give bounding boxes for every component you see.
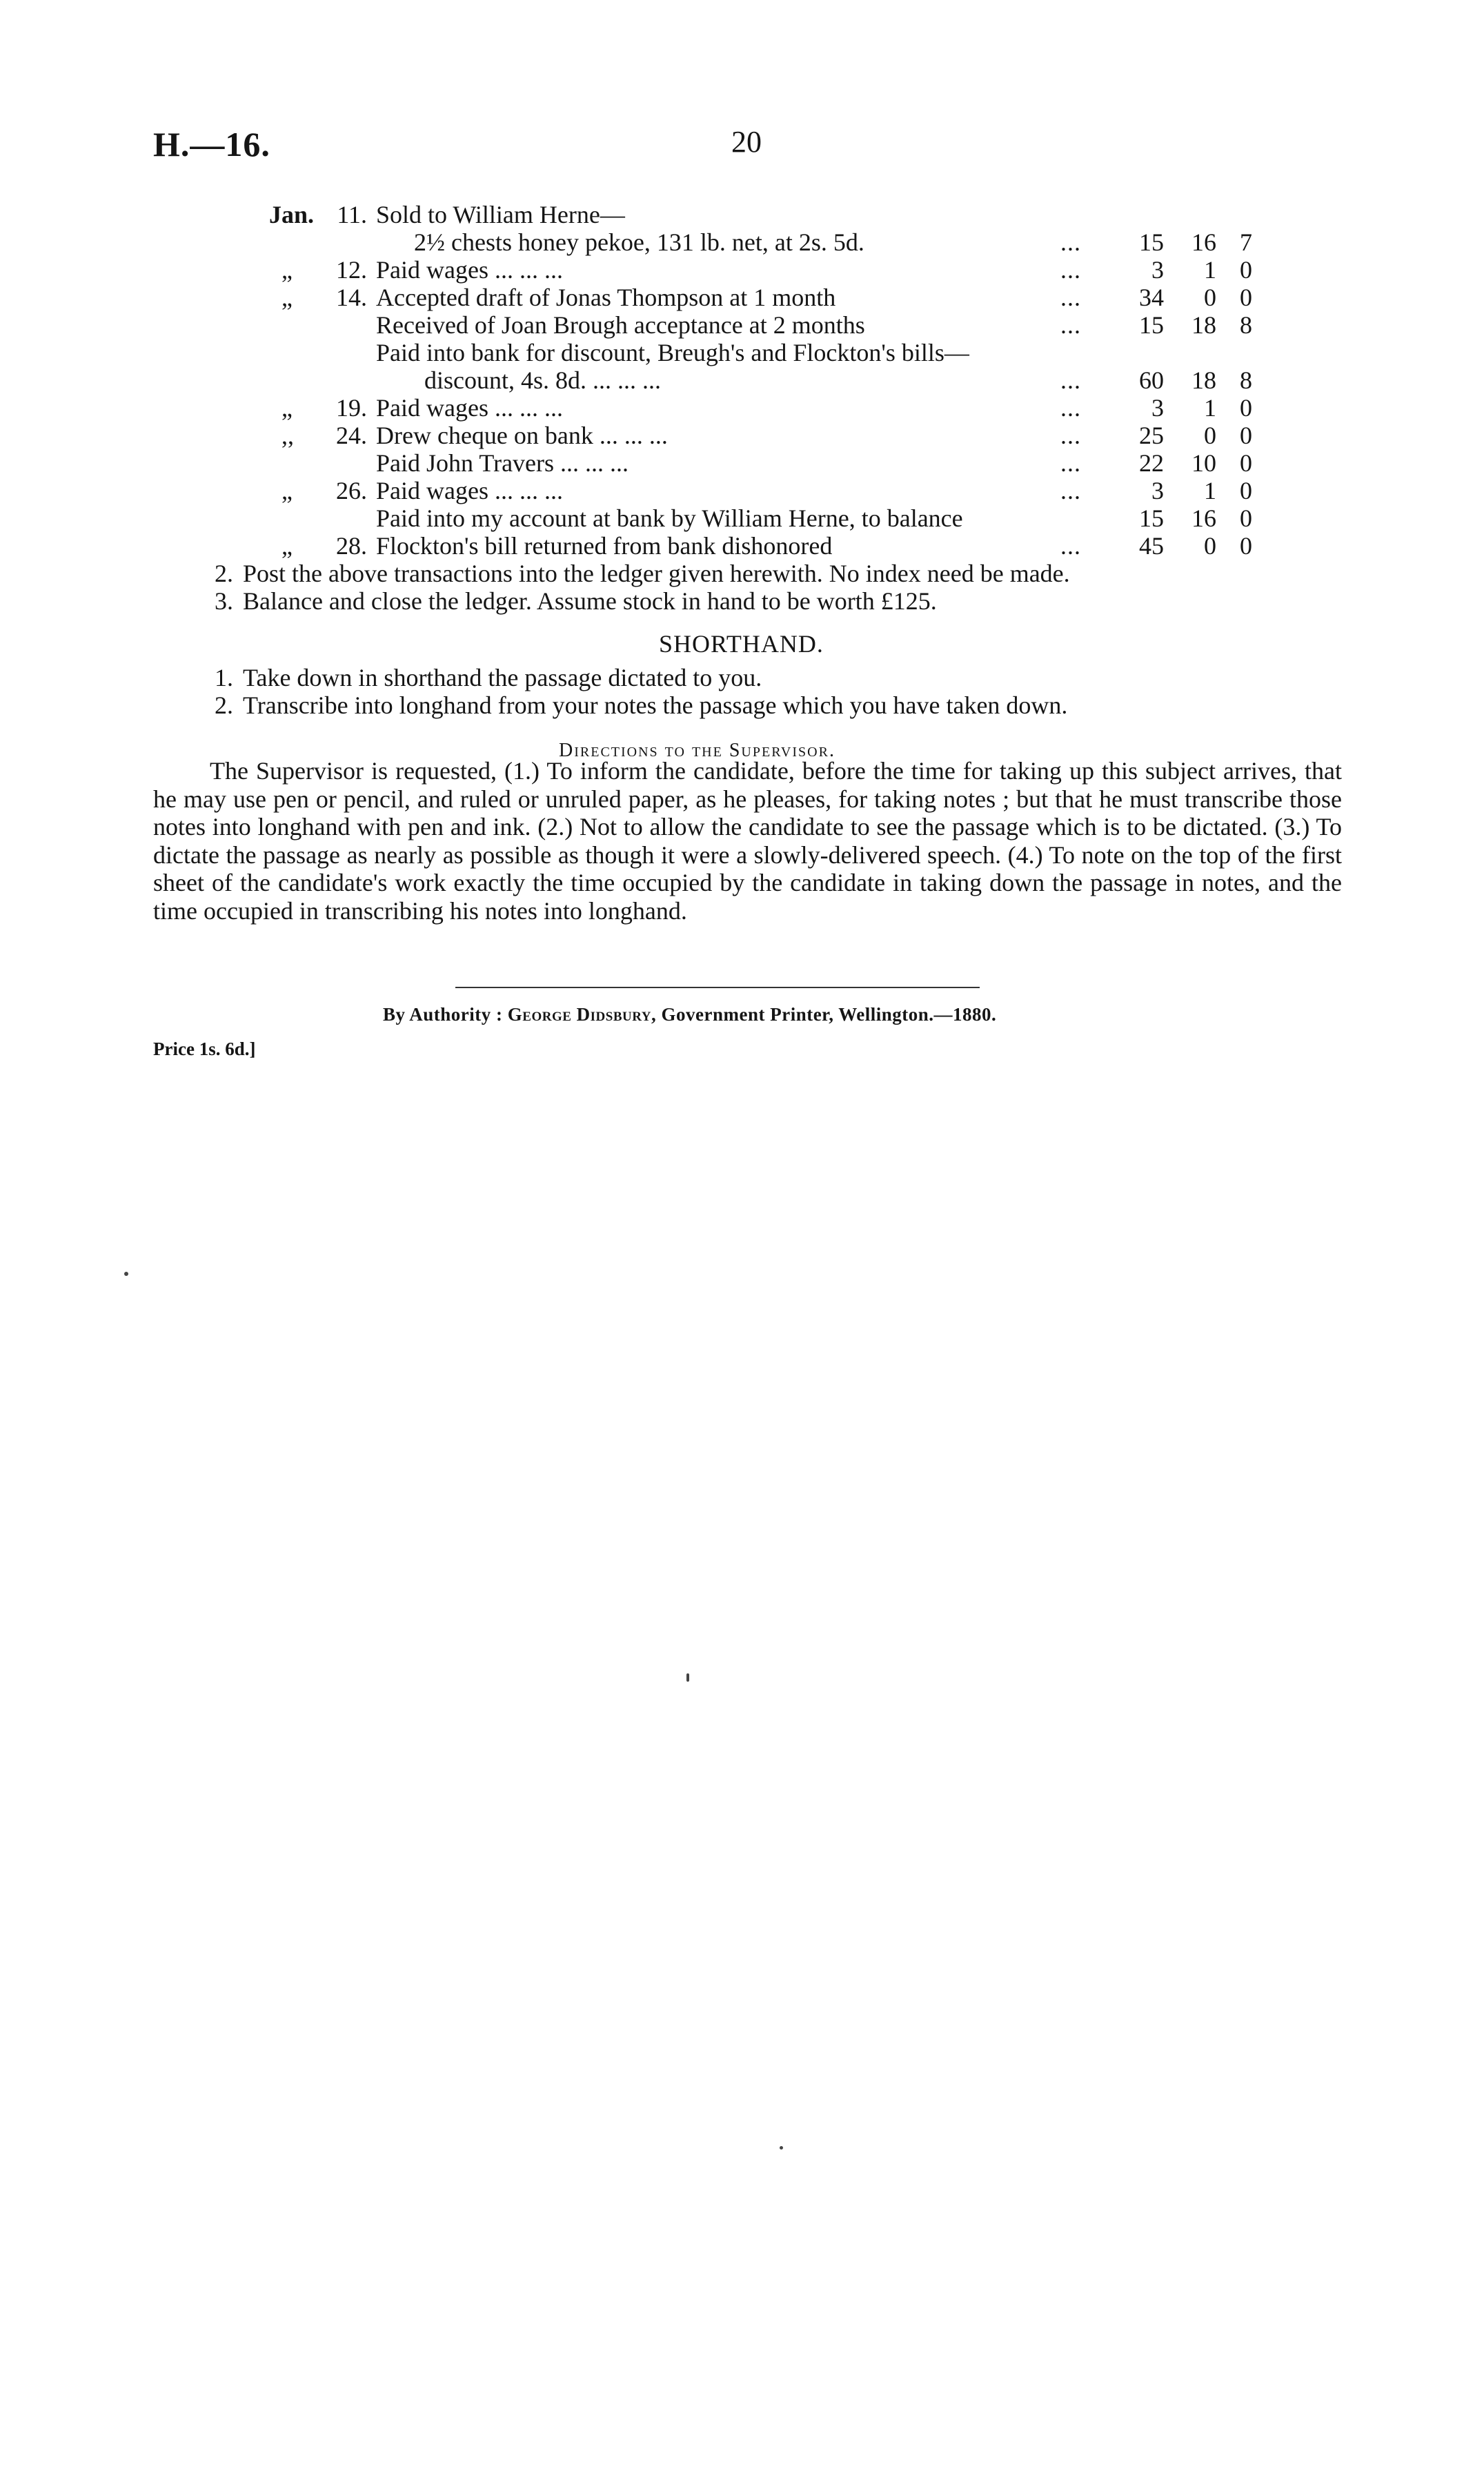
day-number: 26. <box>336 477 367 504</box>
day-number: 28. <box>336 532 367 560</box>
transaction-description: Paid wages ... ... ... <box>376 256 563 284</box>
ditto-mark: ,, <box>281 422 294 449</box>
ditto-mark: „ <box>281 256 293 284</box>
scan-speck <box>124 1272 128 1276</box>
leader-dots: ... <box>1060 532 1081 560</box>
directions-paragraph: The Supervisor is requested, (1.) To inform the candidate, before the time for taking up this subject arrives, that he may use pen or pencil, and ruled or unruled paper, as he pleases, for taking notes ; but that he must transcribe those notes into longhand with pen and ink. (2.) Not to allow the candidate to see the passage which is to be dictated. (3.) To dictate the passage as nearly as possible as though it were a slowly-delivered speech. (4.) To note on the top of the first sheet of the candidate's work exactly the time occupied by the candidate in taking down the passage in notes, and the time occupied in transcribing his notes into longhand. <box>153 757 1342 925</box>
amount-pence: 0 <box>1240 532 1252 560</box>
amount-shillings: 1 <box>1204 256 1216 284</box>
amount-shillings: 1 <box>1204 394 1216 422</box>
amount-pounds: 25 <box>1139 422 1164 449</box>
shorthand-heading: SHORTHAND. <box>659 630 824 658</box>
amount-pounds: 22 <box>1139 449 1164 477</box>
amount-pounds: 15 <box>1139 311 1164 339</box>
amount-pence: 0 <box>1240 422 1252 449</box>
price-note: Price 1s. 6d.] <box>153 1039 256 1059</box>
day-number: 19. <box>336 394 367 422</box>
amount-pence: 0 <box>1240 449 1252 477</box>
amount-pounds: 45 <box>1139 532 1164 560</box>
amount-shillings: 0 <box>1204 284 1216 311</box>
transaction-description: 2½ chests honey pekoe, 131 lb. net, at 2s. 5d. <box>414 228 864 256</box>
transaction-description: Paid into bank for discount, Breugh's and Flockton's bills— <box>376 339 969 366</box>
transaction-description: Accepted draft of Jonas Thompson at 1 month <box>376 284 836 311</box>
leader-dots: ... <box>1060 477 1081 504</box>
amount-shillings: 18 <box>1191 311 1216 339</box>
scan-mark <box>686 1673 689 1682</box>
imprint-suffix: , Government Printer, Wellington.—1880. <box>651 1004 997 1025</box>
amount-pence: 0 <box>1240 477 1252 504</box>
transaction-description: Paid wages ... ... ... <box>376 394 563 422</box>
amount-shillings: 16 <box>1191 228 1216 256</box>
leader-dots: ... <box>1060 256 1081 284</box>
transaction-description: Drew cheque on bank ... ... ... <box>376 422 668 449</box>
amount-pence: 0 <box>1240 284 1252 311</box>
imprint-line <box>383 1004 996 1025</box>
item-number: 1. <box>215 664 233 691</box>
item-text: Balance and close the ledger. Assume stock in hand to be worth £125. <box>243 587 937 615</box>
item-text: Post the above transactions into the ledger given herewith. No index need be made. <box>243 560 1070 587</box>
transaction-description: discount, 4s. 8d. ... ... ... <box>424 366 662 394</box>
printer-name: George Didsbury <box>507 1004 651 1025</box>
item-text: Transcribe into longhand from your notes the passage which you have taken down. <box>243 691 1068 719</box>
transaction-description: Flockton's bill returned from bank dishonored <box>376 532 833 560</box>
amount-pounds: 60 <box>1139 366 1164 394</box>
amount-pounds: 15 <box>1139 228 1164 256</box>
ditto-mark: „ <box>281 394 293 422</box>
amount-shillings: 18 <box>1191 366 1216 394</box>
transaction-description: Received of Joan Brough acceptance at 2 months <box>376 311 865 339</box>
amount-pence: 8 <box>1240 366 1252 394</box>
scan-speck <box>780 2146 783 2150</box>
leader-dots: ... <box>1060 311 1081 339</box>
leader-dots: ... <box>1060 394 1081 422</box>
amount-pounds: 15 <box>1139 504 1164 532</box>
amount-pounds: 3 <box>1151 394 1164 422</box>
ditto-mark: „ <box>281 284 293 311</box>
divider-rule <box>455 987 980 988</box>
leader-dots: ... <box>1060 422 1081 449</box>
item-number: 2. <box>215 691 233 719</box>
day-number: 14. <box>336 284 367 311</box>
amount-pounds: 34 <box>1139 284 1164 311</box>
transaction-description: Paid wages ... ... ... <box>376 477 563 504</box>
transaction-description: Paid into my account at bank by William Herne, to balance <box>376 504 963 532</box>
amount-shillings: 10 <box>1191 449 1216 477</box>
transaction-description: Sold to William Herne— <box>376 201 625 228</box>
imprint-prefix: By Authority : <box>383 1004 508 1025</box>
item-number: 3. <box>215 587 233 615</box>
day-number: 24. <box>336 422 367 449</box>
transaction-description: Paid John Travers ... ... ... <box>376 449 629 477</box>
amount-pence: 0 <box>1240 256 1252 284</box>
month-label: Jan. <box>269 201 315 228</box>
leader-dots: ... <box>1060 366 1081 394</box>
day-number: 12. <box>336 256 367 284</box>
amount-pence: 7 <box>1240 228 1252 256</box>
leader-dots: ... <box>1060 228 1081 256</box>
item-number: 2. <box>215 560 233 587</box>
day-number: 11. <box>337 201 367 228</box>
amount-pounds: 3 <box>1151 256 1164 284</box>
page-number: 20 <box>731 125 762 159</box>
amount-shillings: 16 <box>1191 504 1216 532</box>
leader-dots: ... <box>1060 284 1081 311</box>
amount-pence: 8 <box>1240 311 1252 339</box>
document-code: H.—16. <box>153 125 270 164</box>
item-text: Take down in shorthand the passage dictated to you. <box>243 664 762 691</box>
amount-pence: 0 <box>1240 504 1252 532</box>
ditto-mark: „ <box>281 532 293 560</box>
amount-shillings: 0 <box>1204 532 1216 560</box>
amount-pence: 0 <box>1240 394 1252 422</box>
directions-heading: Directions to the Supervisor. <box>559 740 835 761</box>
leader-dots: ... <box>1060 449 1081 477</box>
amount-pounds: 3 <box>1151 477 1164 504</box>
amount-shillings: 1 <box>1204 477 1216 504</box>
amount-shillings: 0 <box>1204 422 1216 449</box>
ditto-mark: „ <box>281 477 293 504</box>
